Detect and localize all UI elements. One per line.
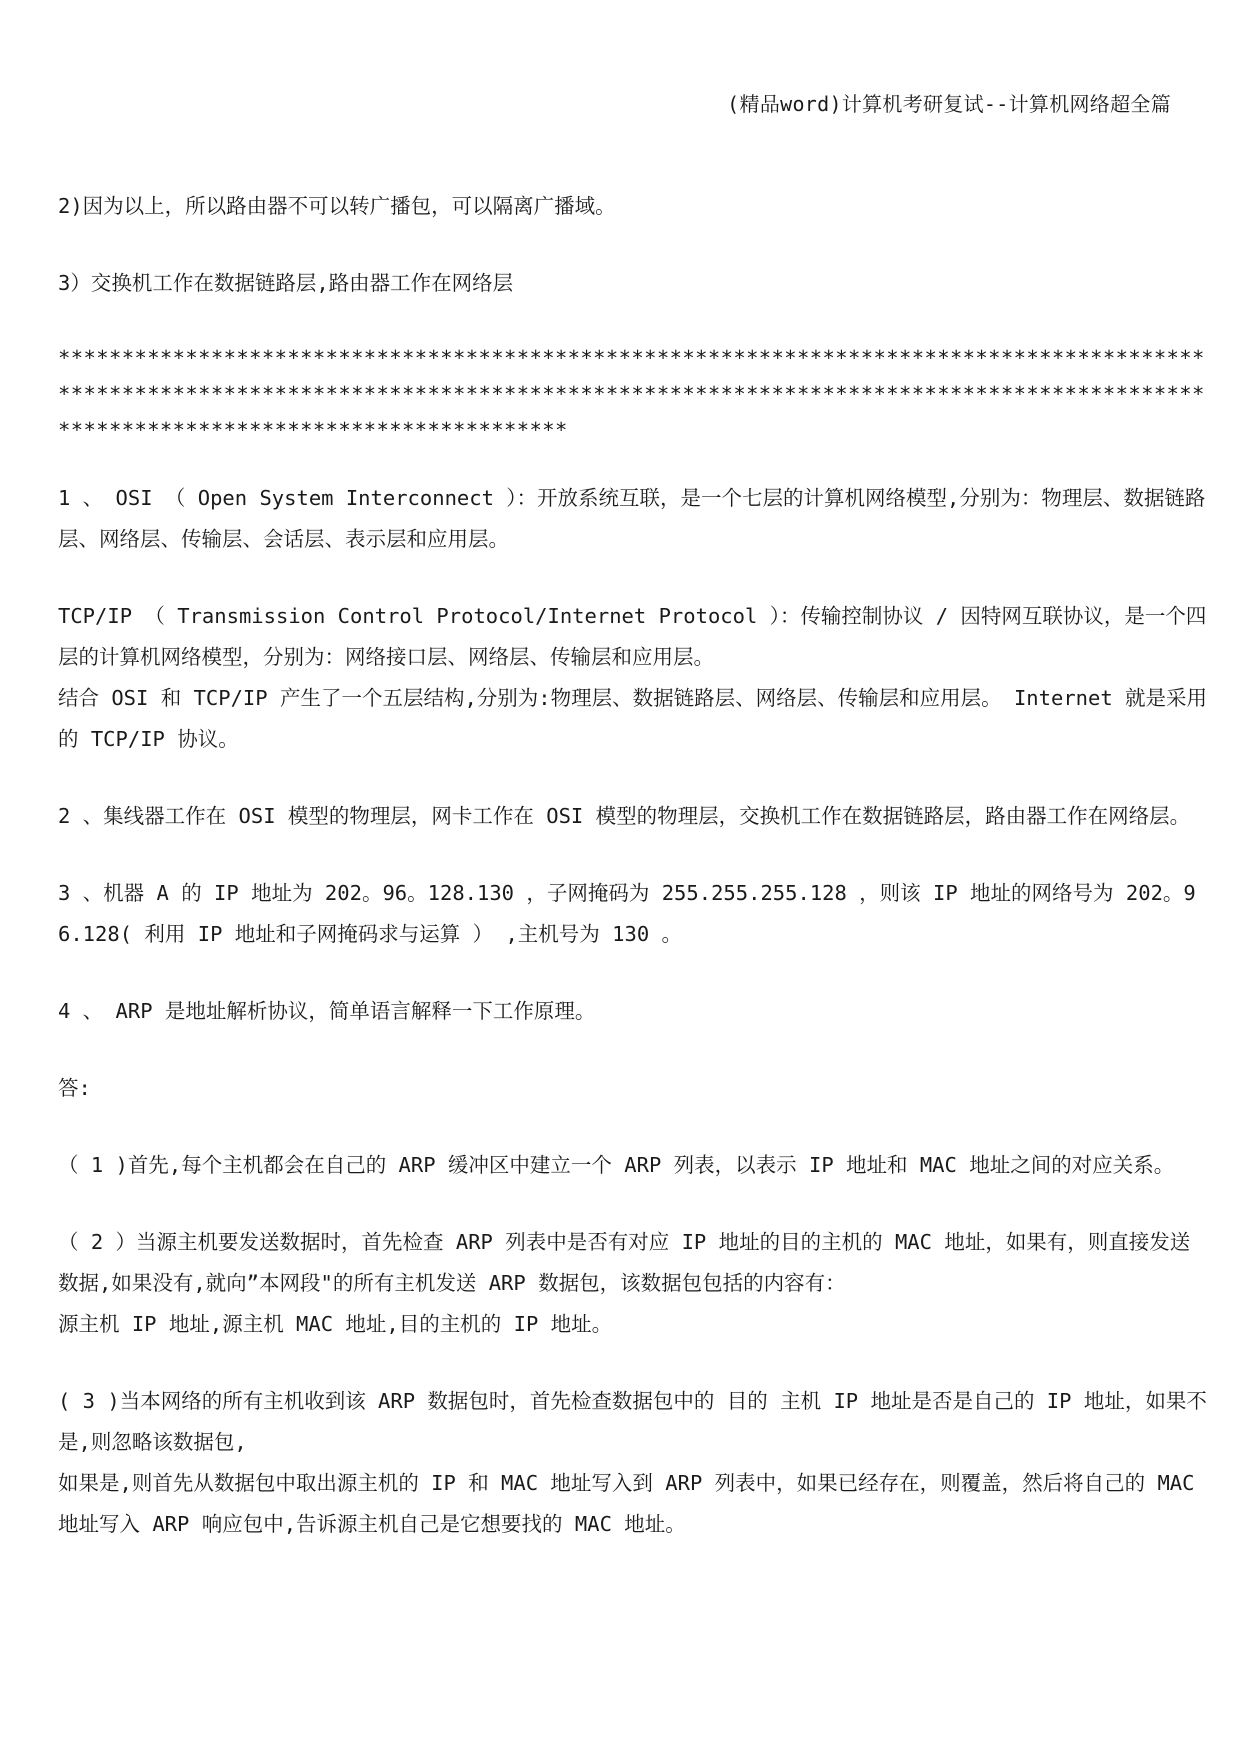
page-header-title: (精品word)计算机考研复试--计算机网络超全篇 — [727, 92, 1171, 116]
paragraph-arp-question: 4 、 ARP 是地址解析协议，简单语言解释一下工作原理。 — [58, 999, 596, 1023]
paragraph-arp-step-2: （ 2 ）当源主机要发送数据时，首先检查 ARP 列表中是否有对应 IP 地址的目的主机的 MAC 地址，如果有，则直接发送数据,如果没有,就向”本网段"的所有主机发送 ARP 数据包，该数据包包括的内容有： — [58, 1230, 1191, 1295]
paragraph-switch-router: 3）交换机工作在数据链路层,路由器工作在网络层 — [58, 271, 514, 295]
paragraph-arp-step-3-cont: 如果是,则首先从数据包中取出源主机的 IP 和 MAC 地址写入到 ARP 列表中，如果已经存在，则覆盖，然后将自己的 MAC 地址写入 ARP 响应包中,告诉源主机自己是它想要找的 MAC 地址。 — [58, 1471, 1195, 1536]
paragraph-broadcast: 2)因为以上，所以路由器不可以转广播包，可以隔离广播域。 — [58, 194, 616, 218]
paragraph-answer-label: 答: — [58, 1076, 91, 1100]
paragraph-five-layer: 结合 OSI 和 TCP/IP 产生了一个五层结构,分别为:物理层、数据链路层、网络层、传输层和应用层。 Internet 就是采用的 TCP/IP 协议。 — [58, 686, 1208, 751]
document-body — [58, 186, 1208, 1581]
paragraph-arp-step-1: （ 1 )首先,每个主机都会在自己的 ARP 缓冲区中建立一个 ARP 列表，以表示 IP 地址和 MAC 地址之间的对应关系。 — [58, 1153, 1175, 1177]
paragraph-devices: 2 、集线器工作在 OSI 模型的物理层，网卡工作在 OSI 模型的物理层，交换机工作在数据链路层，路由器工作在网络层。 — [58, 804, 1191, 828]
paragraph-ip-subnet: 3 、机器 A 的 IP 地址为 202。96。128.130 ，子网掩码为 255.255.255.128 ，则该 IP 地址的网络号为 202。96.128( 利用 IP 地址和子网掩码求与运算 ） ,主机号为 130 。 — [58, 881, 1196, 946]
paragraph-tcpip: TCP/IP （ Transmission Control Protocol/Internet Protocol ）：传输控制协议 / 因特网互联协议，是一个四层的计算机网络模型，分别为：网络接口层、网络层、传输层和应用层。 — [58, 604, 1207, 669]
paragraph-arp-step-3: ( 3 )当本网络的所有主机收到该 ARP 数据包时，首先检查数据包中的 目的 主机 IP 地址是否是自己的 IP 地址，如果不是,则忽略该数据包, — [58, 1389, 1207, 1454]
separator-stars: **************************************************************************************************************************************************************************************************************************** — [58, 346, 1205, 442]
paragraph-osi: 1 、 OSI （ Open System Interconnect ）：开放系统互联，是一个七层的计算机网络模型,分别为：物理层、数据链路层、网络层、传输层、会话层、表示层和应用层。 — [58, 486, 1206, 551]
paragraph-arp-step-2-content: 源主机 IP 地址,源主机 MAC 地址,目的主机的 IP 地址。 — [58, 1312, 613, 1336]
